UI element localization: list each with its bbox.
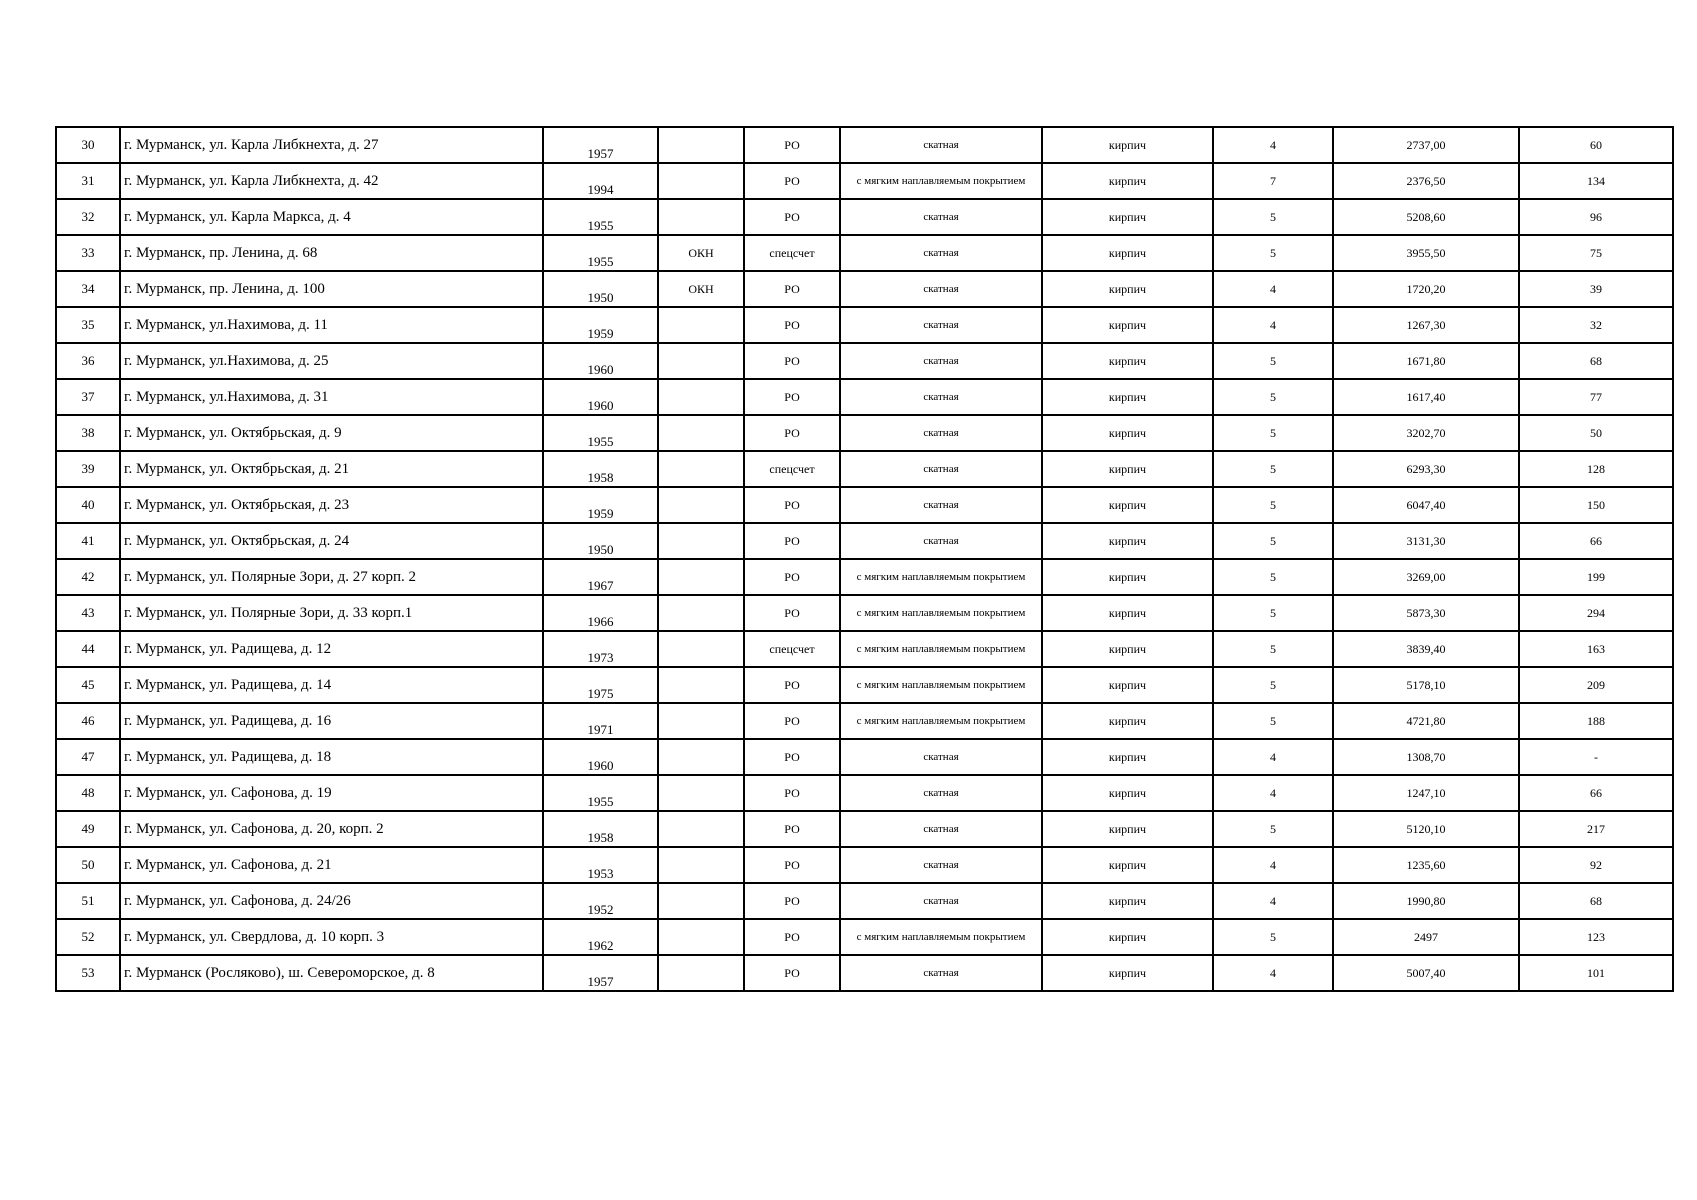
address-cell: г. Мурманск, ул. Сафонова, д. 20, корп. 2 <box>120 811 543 847</box>
address-cell: г. Мурманск, ул. Полярные Зори, д. 27 корп. 2 <box>120 559 543 595</box>
year-built-cell: 1960 <box>543 379 658 415</box>
area-cell: 5873,30 <box>1333 595 1519 631</box>
year-built-cell: 1967 <box>543 559 658 595</box>
address-cell: г. Мурманск, ул. Карла Маркса, д. 4 <box>120 199 543 235</box>
wall-material-cell: кирпич <box>1042 631 1213 667</box>
roof-type-cell: скатная <box>840 883 1042 919</box>
address-cell: г. Мурманск, ул. Октябрьская, д. 21 <box>120 451 543 487</box>
area-cell: 5208,60 <box>1333 199 1519 235</box>
heritage-status-cell <box>658 955 744 991</box>
fund-method-cell: РО <box>744 307 840 343</box>
residents-cell: 68 <box>1519 883 1673 919</box>
floors-cell: 4 <box>1213 775 1333 811</box>
roof-type-cell: скатная <box>840 955 1042 991</box>
table-row <box>56 703 1673 739</box>
address-cell: г. Мурманск, ул. Сафонова, д. 24/26 <box>120 883 543 919</box>
area-cell: 2737,00 <box>1333 127 1519 163</box>
year-built-cell: 1957 <box>543 127 658 163</box>
area-cell: 6047,40 <box>1333 487 1519 523</box>
floors-cell: 5 <box>1213 919 1333 955</box>
year-built-cell: 1958 <box>543 811 658 847</box>
heritage-status-cell <box>658 451 744 487</box>
floors-cell: 5 <box>1213 451 1333 487</box>
table-row <box>56 919 1673 955</box>
table-body <box>56 127 1673 991</box>
wall-material-cell: кирпич <box>1042 271 1213 307</box>
row-number-cell: 30 <box>56 127 120 163</box>
address-cell: г. Мурманск, ул. Радищева, д. 16 <box>120 703 543 739</box>
roof-type-cell: скатная <box>840 343 1042 379</box>
address-cell: г. Мурманск (Росляково), ш. Североморское, д. 8 <box>120 955 543 991</box>
residents-cell: 66 <box>1519 523 1673 559</box>
heritage-status-cell <box>658 163 744 199</box>
fund-method-cell: спецсчет <box>744 631 840 667</box>
heritage-status-cell <box>658 775 744 811</box>
area-cell: 1671,80 <box>1333 343 1519 379</box>
table-row <box>56 127 1673 163</box>
fund-method-cell: РО <box>744 703 840 739</box>
heritage-status-cell <box>658 379 744 415</box>
year-built-cell: 1962 <box>543 919 658 955</box>
table-row <box>56 595 1673 631</box>
heritage-status-cell <box>658 127 744 163</box>
heritage-status-cell <box>658 595 744 631</box>
roof-type-cell: с мягким наплавляемым покрытием <box>840 163 1042 199</box>
residents-cell: - <box>1519 739 1673 775</box>
table-row <box>56 415 1673 451</box>
table-row <box>56 163 1673 199</box>
row-number-cell: 52 <box>56 919 120 955</box>
fund-method-cell: РО <box>744 883 840 919</box>
floors-cell: 4 <box>1213 739 1333 775</box>
year-built-cell: 1973 <box>543 631 658 667</box>
roof-type-cell: скатная <box>840 775 1042 811</box>
wall-material-cell: кирпич <box>1042 523 1213 559</box>
roof-type-cell: с мягким наплавляемым покрытием <box>840 703 1042 739</box>
fund-method-cell: РО <box>744 955 840 991</box>
roof-type-cell: скатная <box>840 127 1042 163</box>
residents-cell: 77 <box>1519 379 1673 415</box>
area-cell: 4721,80 <box>1333 703 1519 739</box>
wall-material-cell: кирпич <box>1042 487 1213 523</box>
table-row <box>56 631 1673 667</box>
wall-material-cell: кирпич <box>1042 883 1213 919</box>
row-number-cell: 42 <box>56 559 120 595</box>
residents-cell: 209 <box>1519 667 1673 703</box>
year-built-cell: 1950 <box>543 523 658 559</box>
table-row <box>56 307 1673 343</box>
address-cell: г. Мурманск, ул.Нахимова, д. 11 <box>120 307 543 343</box>
table-row <box>56 523 1673 559</box>
residents-cell: 150 <box>1519 487 1673 523</box>
floors-cell: 5 <box>1213 415 1333 451</box>
year-built-cell: 1958 <box>543 451 658 487</box>
row-number-cell: 49 <box>56 811 120 847</box>
year-built-cell: 1971 <box>543 703 658 739</box>
residents-cell: 128 <box>1519 451 1673 487</box>
floors-cell: 5 <box>1213 595 1333 631</box>
fund-method-cell: РО <box>744 487 840 523</box>
area-cell: 1617,40 <box>1333 379 1519 415</box>
floors-cell: 7 <box>1213 163 1333 199</box>
heritage-status-cell <box>658 343 744 379</box>
wall-material-cell: кирпич <box>1042 919 1213 955</box>
row-number-cell: 32 <box>56 199 120 235</box>
heritage-status-cell <box>658 631 744 667</box>
wall-material-cell: кирпич <box>1042 811 1213 847</box>
row-number-cell: 33 <box>56 235 120 271</box>
wall-material-cell: кирпич <box>1042 847 1213 883</box>
roof-type-cell: скатная <box>840 811 1042 847</box>
area-cell: 2376,50 <box>1333 163 1519 199</box>
row-number-cell: 37 <box>56 379 120 415</box>
residents-cell: 163 <box>1519 631 1673 667</box>
heritage-status-cell <box>658 667 744 703</box>
wall-material-cell: кирпич <box>1042 559 1213 595</box>
floors-cell: 5 <box>1213 559 1333 595</box>
fund-method-cell: РО <box>744 127 840 163</box>
address-cell: г. Мурманск, ул. Октябрьская, д. 9 <box>120 415 543 451</box>
address-cell: г. Мурманск, пр. Ленина, д. 100 <box>120 271 543 307</box>
table-row <box>56 343 1673 379</box>
table-row <box>56 847 1673 883</box>
residents-cell: 92 <box>1519 847 1673 883</box>
roof-type-cell: с мягким наплавляемым покрытием <box>840 631 1042 667</box>
heritage-status-cell <box>658 883 744 919</box>
year-built-cell: 1953 <box>543 847 658 883</box>
residents-cell: 32 <box>1519 307 1673 343</box>
year-built-cell: 1955 <box>543 775 658 811</box>
area-cell: 2497 <box>1333 919 1519 955</box>
row-number-cell: 36 <box>56 343 120 379</box>
year-built-cell: 1955 <box>543 235 658 271</box>
area-cell: 1247,10 <box>1333 775 1519 811</box>
year-built-cell: 1952 <box>543 883 658 919</box>
heritage-status-cell <box>658 919 744 955</box>
roof-type-cell: скатная <box>840 739 1042 775</box>
area-cell: 1235,60 <box>1333 847 1519 883</box>
wall-material-cell: кирпич <box>1042 703 1213 739</box>
roof-type-cell: скатная <box>840 847 1042 883</box>
floors-cell: 5 <box>1213 811 1333 847</box>
heritage-status-cell <box>658 811 744 847</box>
roof-type-cell: скатная <box>840 307 1042 343</box>
address-cell: г. Мурманск, ул. Полярные Зори, д. 33 корп.1 <box>120 595 543 631</box>
floors-cell: 5 <box>1213 379 1333 415</box>
fund-method-cell: РО <box>744 163 840 199</box>
row-number-cell: 34 <box>56 271 120 307</box>
residents-cell: 123 <box>1519 919 1673 955</box>
floors-cell: 5 <box>1213 343 1333 379</box>
residents-cell: 217 <box>1519 811 1673 847</box>
area-cell: 1990,80 <box>1333 883 1519 919</box>
year-built-cell: 1957 <box>543 955 658 991</box>
heritage-status-cell <box>658 703 744 739</box>
table-row <box>56 199 1673 235</box>
year-built-cell: 1975 <box>543 667 658 703</box>
address-cell: г. Мурманск, ул. Сафонова, д. 19 <box>120 775 543 811</box>
area-cell: 1720,20 <box>1333 271 1519 307</box>
address-cell: г. Мурманск, ул. Октябрьская, д. 24 <box>120 523 543 559</box>
residents-cell: 96 <box>1519 199 1673 235</box>
row-number-cell: 51 <box>56 883 120 919</box>
row-number-cell: 31 <box>56 163 120 199</box>
heritage-status-cell <box>658 415 744 451</box>
wall-material-cell: кирпич <box>1042 451 1213 487</box>
address-cell: г. Мурманск, ул.Нахимова, д. 25 <box>120 343 543 379</box>
address-cell: г. Мурманск, ул. Радищева, д. 18 <box>120 739 543 775</box>
area-cell: 5007,40 <box>1333 955 1519 991</box>
residents-cell: 60 <box>1519 127 1673 163</box>
year-built-cell: 1955 <box>543 415 658 451</box>
year-built-cell: 1960 <box>543 739 658 775</box>
area-cell: 1267,30 <box>1333 307 1519 343</box>
fund-method-cell: РО <box>744 847 840 883</box>
table-row <box>56 775 1673 811</box>
area-cell: 5120,10 <box>1333 811 1519 847</box>
residents-cell: 50 <box>1519 415 1673 451</box>
housing-register-table <box>55 126 1674 992</box>
residents-cell: 294 <box>1519 595 1673 631</box>
roof-type-cell: скатная <box>840 199 1042 235</box>
address-cell: г. Мурманск, ул. Радищева, д. 12 <box>120 631 543 667</box>
fund-method-cell: РО <box>744 271 840 307</box>
wall-material-cell: кирпич <box>1042 163 1213 199</box>
fund-method-cell: РО <box>744 379 840 415</box>
residents-cell: 75 <box>1519 235 1673 271</box>
address-cell: г. Мурманск, ул. Карла Либкнехта, д. 42 <box>120 163 543 199</box>
address-cell: г. Мурманск, ул. Радищева, д. 14 <box>120 667 543 703</box>
table-row <box>56 667 1673 703</box>
floors-cell: 4 <box>1213 271 1333 307</box>
table-row <box>56 451 1673 487</box>
area-cell: 3202,70 <box>1333 415 1519 451</box>
heritage-status-cell: ОКН <box>658 271 744 307</box>
fund-method-cell: РО <box>744 523 840 559</box>
row-number-cell: 38 <box>56 415 120 451</box>
floors-cell: 5 <box>1213 487 1333 523</box>
roof-type-cell: с мягким наплавляемым покрытием <box>840 919 1042 955</box>
row-number-cell: 41 <box>56 523 120 559</box>
area-cell: 3955,50 <box>1333 235 1519 271</box>
heritage-status-cell <box>658 487 744 523</box>
row-number-cell: 44 <box>56 631 120 667</box>
residents-cell: 199 <box>1519 559 1673 595</box>
floors-cell: 4 <box>1213 955 1333 991</box>
area-cell: 5178,10 <box>1333 667 1519 703</box>
wall-material-cell: кирпич <box>1042 379 1213 415</box>
floors-cell: 5 <box>1213 523 1333 559</box>
row-number-cell: 39 <box>56 451 120 487</box>
row-number-cell: 45 <box>56 667 120 703</box>
table-row <box>56 487 1673 523</box>
row-number-cell: 35 <box>56 307 120 343</box>
heritage-status-cell <box>658 199 744 235</box>
residents-cell: 66 <box>1519 775 1673 811</box>
address-cell: г. Мурманск, пр. Ленина, д. 68 <box>120 235 543 271</box>
floors-cell: 4 <box>1213 307 1333 343</box>
fund-method-cell: РО <box>744 199 840 235</box>
fund-method-cell: РО <box>744 595 840 631</box>
row-number-cell: 46 <box>56 703 120 739</box>
fund-method-cell: РО <box>744 343 840 379</box>
fund-method-cell: РО <box>744 667 840 703</box>
row-number-cell: 40 <box>56 487 120 523</box>
table-row <box>56 559 1673 595</box>
address-cell: г. Мурманск, ул. Сафонова, д. 21 <box>120 847 543 883</box>
residents-cell: 68 <box>1519 343 1673 379</box>
area-cell: 3269,00 <box>1333 559 1519 595</box>
table-row <box>56 271 1673 307</box>
table-row <box>56 883 1673 919</box>
heritage-status-cell: ОКН <box>658 235 744 271</box>
address-cell: г. Мурманск, ул. Карла Либкнехта, д. 27 <box>120 127 543 163</box>
heritage-status-cell <box>658 559 744 595</box>
roof-type-cell: скатная <box>840 379 1042 415</box>
residents-cell: 101 <box>1519 955 1673 991</box>
address-cell: г. Мурманск, ул. Октябрьская, д. 23 <box>120 487 543 523</box>
roof-type-cell: скатная <box>840 271 1042 307</box>
fund-method-cell: спецсчет <box>744 235 840 271</box>
heritage-status-cell <box>658 307 744 343</box>
residents-cell: 134 <box>1519 163 1673 199</box>
address-cell: г. Мурманск, ул.Нахимова, д. 31 <box>120 379 543 415</box>
year-built-cell: 1960 <box>543 343 658 379</box>
wall-material-cell: кирпич <box>1042 307 1213 343</box>
wall-material-cell: кирпич <box>1042 667 1213 703</box>
floors-cell: 4 <box>1213 847 1333 883</box>
wall-material-cell: кирпич <box>1042 739 1213 775</box>
roof-type-cell: скатная <box>840 415 1042 451</box>
fund-method-cell: РО <box>744 919 840 955</box>
wall-material-cell: кирпич <box>1042 595 1213 631</box>
area-cell: 6293,30 <box>1333 451 1519 487</box>
floors-cell: 5 <box>1213 235 1333 271</box>
floors-cell: 4 <box>1213 883 1333 919</box>
heritage-status-cell <box>658 847 744 883</box>
heritage-status-cell <box>658 523 744 559</box>
heritage-status-cell <box>658 739 744 775</box>
table-row <box>56 955 1673 991</box>
table-row <box>56 739 1673 775</box>
row-number-cell: 48 <box>56 775 120 811</box>
row-number-cell: 53 <box>56 955 120 991</box>
roof-type-cell: с мягким наплавляемым покрытием <box>840 595 1042 631</box>
year-built-cell: 1994 <box>543 163 658 199</box>
address-cell: г. Мурманск, ул. Свердлова, д. 10 корп. 3 <box>120 919 543 955</box>
wall-material-cell: кирпич <box>1042 775 1213 811</box>
wall-material-cell: кирпич <box>1042 415 1213 451</box>
table-row <box>56 811 1673 847</box>
fund-method-cell: спецсчет <box>744 451 840 487</box>
area-cell: 1308,70 <box>1333 739 1519 775</box>
wall-material-cell: кирпич <box>1042 127 1213 163</box>
row-number-cell: 50 <box>56 847 120 883</box>
floors-cell: 5 <box>1213 667 1333 703</box>
fund-method-cell: РО <box>744 415 840 451</box>
row-number-cell: 43 <box>56 595 120 631</box>
wall-material-cell: кирпич <box>1042 343 1213 379</box>
year-built-cell: 1950 <box>543 271 658 307</box>
roof-type-cell: скатная <box>840 451 1042 487</box>
wall-material-cell: кирпич <box>1042 235 1213 271</box>
residents-cell: 188 <box>1519 703 1673 739</box>
roof-type-cell: с мягким наплавляемым покрытием <box>840 667 1042 703</box>
roof-type-cell: скатная <box>840 487 1042 523</box>
area-cell: 3839,40 <box>1333 631 1519 667</box>
roof-type-cell: с мягким наплавляемым покрытием <box>840 559 1042 595</box>
floors-cell: 5 <box>1213 199 1333 235</box>
floors-cell: 5 <box>1213 631 1333 667</box>
floors-cell: 4 <box>1213 127 1333 163</box>
year-built-cell: 1959 <box>543 487 658 523</box>
wall-material-cell: кирпич <box>1042 199 1213 235</box>
fund-method-cell: РО <box>744 739 840 775</box>
fund-method-cell: РО <box>744 559 840 595</box>
year-built-cell: 1966 <box>543 595 658 631</box>
area-cell: 3131,30 <box>1333 523 1519 559</box>
table-row <box>56 379 1673 415</box>
floors-cell: 5 <box>1213 703 1333 739</box>
wall-material-cell: кирпич <box>1042 955 1213 991</box>
fund-method-cell: РО <box>744 811 840 847</box>
roof-type-cell: скатная <box>840 235 1042 271</box>
roof-type-cell: скатная <box>840 523 1042 559</box>
year-built-cell: 1955 <box>543 199 658 235</box>
table-row <box>56 235 1673 271</box>
year-built-cell: 1959 <box>543 307 658 343</box>
fund-method-cell: РО <box>744 775 840 811</box>
residents-cell: 39 <box>1519 271 1673 307</box>
row-number-cell: 47 <box>56 739 120 775</box>
